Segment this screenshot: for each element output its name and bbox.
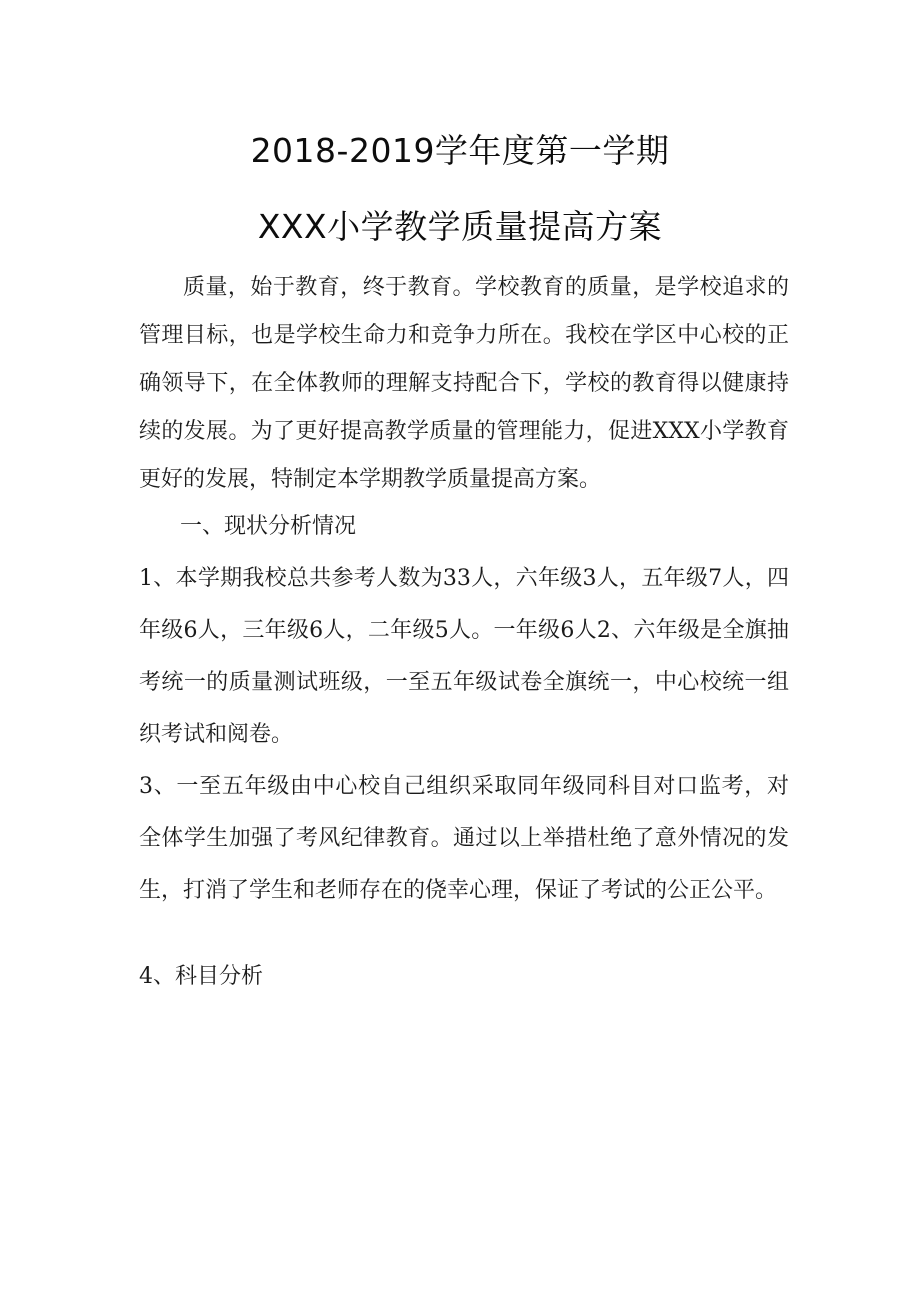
document-title-line-1: 2018-2019学年度第一学期 [250, 131, 670, 170]
document-title-line-2: XXX小学教学质量提高方案 [257, 207, 663, 246]
intro-paragraph: 质量，始于教育，终于教育。学校教育的质量，是学校追求的管理目标，也是学校生命力和竞争力所在。我校在学区中心校的正确领导下，在全体教师的理解支持配合下，学校的教育得以健康持续的发展。为了更好提高教学质量的管理能力，促进XXX小学教育更好的发展，特制定本学期教学质量提高方案。 [139, 275, 789, 492]
item-1-paragraph: 1、本学期我校总共参考人数为33人，六年级3人，五年级7人，四年级6人，三年级6人，二年级5人。一年级6人2、六年级是全旗抽考统一的质量测试班级，一至五年级试卷全旗统一，中心校统一组织考试和阅卷。 [139, 566, 789, 747]
item-3-paragraph: 3、一至五年级由中心校自己组织采取同年级同科目对口监考，对全体学生加强了考风纪律教育。通过以上举措杜绝了意外情况的发生，打消了学生和老师存在的侥幸心理，保证了考试的公正公平。 [139, 774, 789, 903]
section-1-heading: 一、现状分析情况 [180, 514, 357, 539]
item-4-paragraph: 4、科目分析 [139, 964, 263, 989]
